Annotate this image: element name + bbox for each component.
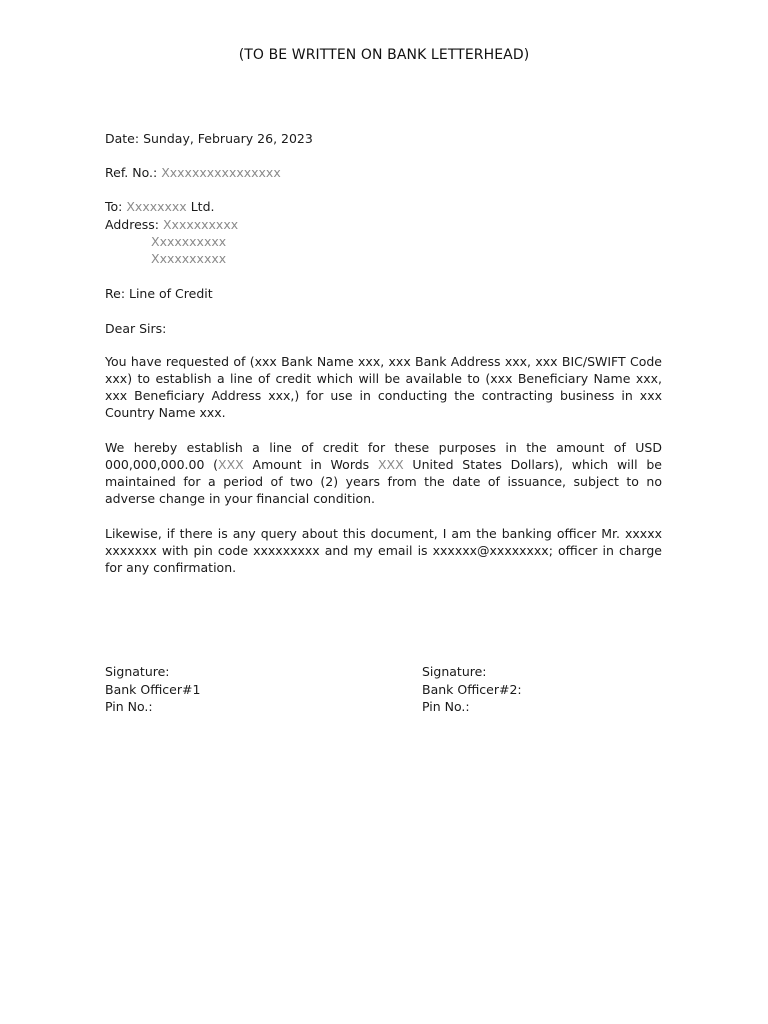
signature-label: Signature: — [105, 664, 170, 679]
signature-block-right — [422, 663, 522, 716]
to-line — [105, 198, 214, 215]
ref-label: Ref. No.: — [105, 165, 158, 180]
pin-label: Pin No.: — [105, 699, 153, 714]
ref-line — [105, 164, 281, 181]
date-value: Sunday, February 26, 2023 — [143, 131, 313, 146]
to-name: Xxxxxxxx — [126, 199, 187, 214]
to-suffix: Ltd. — [190, 199, 215, 214]
address-label: Address: — [105, 217, 159, 232]
p2-text-a: We hereby establish a line of credit for these purposes in the amount of USD 000,000,000.00 ( — [105, 440, 662, 472]
officer-label: Bank Officer#2: — [422, 681, 522, 697]
pin-label: Pin No.: — [422, 699, 470, 714]
subject-line: Re: Line of Credit — [105, 286, 213, 301]
address-line-1 — [105, 216, 238, 233]
p2-placeholder-2: XXX — [377, 457, 404, 472]
p2-text-c: United States Dollars), which will be maintained for a period of two (2) years from the date of issuance, subject to no adverse change in your financial condition. — [105, 457, 662, 506]
p2-text-b: Amount in Words — [243, 457, 378, 472]
letterhead-heading: (TO BE WRITTEN ON BANK LETTERHEAD) — [238, 47, 530, 63]
to-label: To: — [105, 199, 123, 214]
address-line-3: Xxxxxxxxxx — [151, 251, 227, 266]
paragraph-establish — [105, 439, 662, 507]
p2-placeholder-1: XXX — [218, 457, 244, 472]
paragraph-request: You have requested of (xxx Bank Name xxx, xxx Bank Address xxx, xxx BIC/SWIFT Code xxx) to establish a line of credit which will be available to (xxx Beneficiary Name xxx, xxx Beneficiary Address xxx,) for use in conducting the contracting business in xxx Country Name xxx. — [105, 354, 662, 420]
date-label: Date: — [105, 131, 140, 146]
address-value-1: Xxxxxxxxxx — [162, 217, 239, 232]
signature-block-left — [105, 663, 200, 716]
ref-value: Xxxxxxxxxxxxxxxx — [161, 165, 281, 180]
paragraph-contact: Likewise, if there is any query about this document, I am the banking officer Mr. xxxxx xxxxxxx with pin code xxxxxxxxx and my email is xxxxxx@xxxxxxxx; officer in charge for any confirmation. — [105, 526, 662, 575]
address-line-2: Xxxxxxxxxx — [151, 234, 227, 249]
date-line — [105, 130, 313, 147]
signature-label: Signature: — [422, 664, 487, 679]
salutation: Dear Sirs: — [105, 321, 167, 336]
officer-label: Bank Officer#1 — [105, 681, 201, 697]
